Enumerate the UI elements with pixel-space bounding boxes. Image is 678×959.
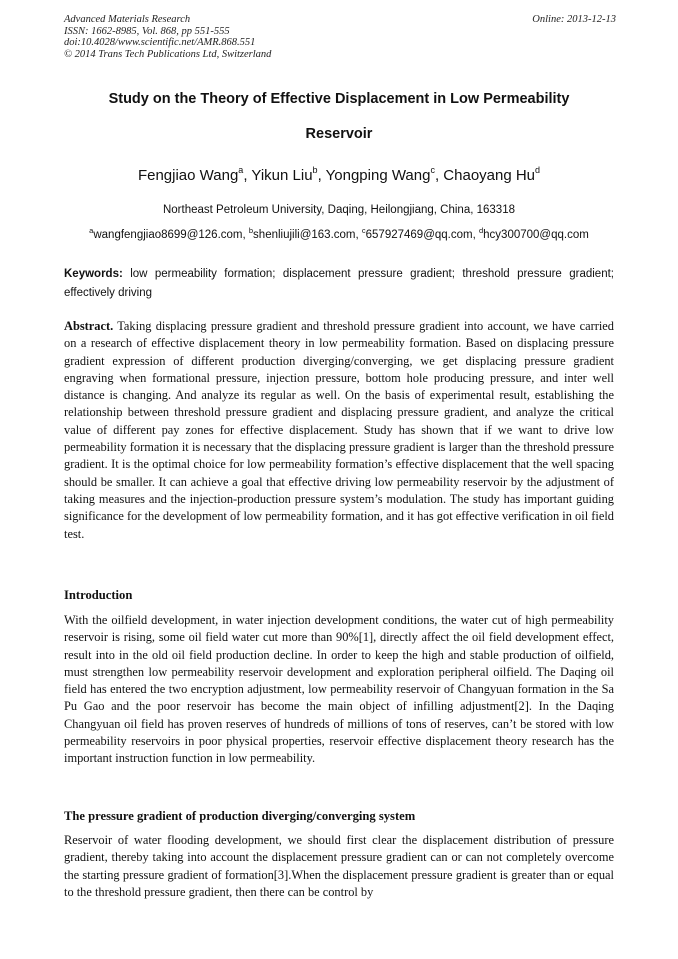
paper-title-line-2: Reservoir bbox=[305, 126, 373, 142]
abstract-text: Taking displacing pressure gradient and threshold pressure gradient into account, we have carried on a research of effective displacement theory in low permeability formation. Based on displacing pressure gradient expression of different production diverging/converging, we get displacing pressure gradient engraving when formational pressure, injection pressure, bottom hole producing pressure, and inter well distance is changing. And analyze its regular as well. On the basis of experimental result, establishing the relationship between threshold pressure gradient and displacing pressure gradient, and analyze the critical value of different pay zones for effective displacement. Study has shown that if we want to drive low permeability formation it is necessary that the displacing pressure gradient is larger than the threshold pressure gradient. It is the optimal choice for low permeability formation’s effective displacement that the well spacing should be smaller. It can achieve a goal that effective driving low permeability reservoir by the adjustment of taking measures and the injection-production pressure system’s modulation. The study has important guiding significance for the development of low permeability formation, and it has got effective verification in oil field test. bbox=[64, 319, 615, 541]
online-date: Online: 2013-12-13 bbox=[532, 14, 616, 25]
email-sup: c bbox=[361, 226, 366, 235]
email-sup: a bbox=[89, 226, 94, 235]
copyright-line: © 2014 Trans Tech Publications Ltd, Switzerland bbox=[64, 48, 272, 60]
email-link[interactable]: 657927469@qq.com bbox=[365, 229, 473, 241]
pressure-gradient-paragraph: Reservoir of water flooding development, we should first clear the displacement distribution of pressure gradient, thereby taking into account the displacement pressure gradient can or can not completely overcome the starting pressure gradient of formation[3].When the displacement pressure gradient is greater than or equal to the threshold pressure gradient, then there can be control by bbox=[64, 833, 614, 899]
email-sup: b bbox=[248, 226, 254, 235]
author-name: Yikun Liu bbox=[251, 167, 313, 184]
email-link[interactable]: shenliujili@163.com bbox=[253, 229, 356, 241]
author-sup: d bbox=[535, 165, 541, 175]
keywords-block bbox=[64, 265, 614, 302]
issn-line: ISSN: 1662-8985, Vol. 868, pp 551-555 bbox=[64, 25, 230, 37]
email-list: $^a$wangfengjiao8699@126.com, $^b$shenliujili@163.com, $^c$657927469@qq.com, $^d$hcy300700@qq.com bbox=[89, 226, 589, 241]
author-name: Yongping Wang bbox=[325, 167, 431, 184]
author-sup: c bbox=[430, 165, 435, 175]
author-sup: b bbox=[312, 165, 318, 175]
author-sup: a bbox=[238, 165, 244, 175]
email-link[interactable]: hcy300700@qq.com bbox=[483, 229, 589, 241]
pressure-gradient-heading: The pressure gradient of production diverging/converging system bbox=[64, 809, 416, 823]
email-link[interactable]: wangfengjiao8699@126.com bbox=[93, 229, 243, 241]
doi-line[interactable]: doi:10.4028/www.scientific.net/AMR.868.551 bbox=[64, 37, 256, 49]
abstract-paragraph bbox=[64, 318, 614, 543]
abstract-label: Abstract. bbox=[64, 319, 114, 333]
email-sup: d bbox=[478, 226, 484, 235]
keywords-text: low permeability formation; displacement pressure gradient; threshold pressure gradient; effectively driving bbox=[64, 268, 614, 299]
author-name: Fengjiao Wang bbox=[137, 167, 239, 184]
author-list: Fengjiao Wang$^a$, Yikun Liu$^b$, Yongping Wang$^c$, Chaoyang Hu$^d$ bbox=[137, 165, 541, 184]
journal-name: Advanced Materials Research bbox=[64, 14, 191, 25]
introduction-heading: Introduction bbox=[64, 588, 133, 602]
journal-header bbox=[64, 14, 616, 60]
paper-title-line-1: Study on the Theory of Effective Displacement in Low Permeability bbox=[108, 91, 570, 107]
author-name: Chaoyang Hu bbox=[443, 167, 536, 184]
introduction-paragraph: With the oilfield development, in water injection development conditions, the water cut of high permeability reservoir is rising, some oil field water cut more than 90%[1], directly affect the oil field development effect, result into in the old oil field production decline. In order to keep the high and stable production of oilfield, must strengthen low permeability reservoir development and exploration peripheral oilfield. The Daqing oil field has entered the two encryption adjustment, low permeability reservoir of Changyuan formation in the Sa Pu Gao and the poor reservoir has become the main object of infilling adjustment[2]. In the Daqing Changyuan oil field has proven reserves of hundreds of millions of tons of reserves, can’t be stored with low permeability reservoirs in poor physical properties, reservoir effective displacement theory research has the important instruction function in low permeability. bbox=[64, 613, 614, 766]
affiliation: Northeast Petroleum University, Daqing, Heilongjiang, China, 163318 bbox=[162, 204, 515, 216]
keywords-label: Keywords: bbox=[64, 268, 123, 280]
